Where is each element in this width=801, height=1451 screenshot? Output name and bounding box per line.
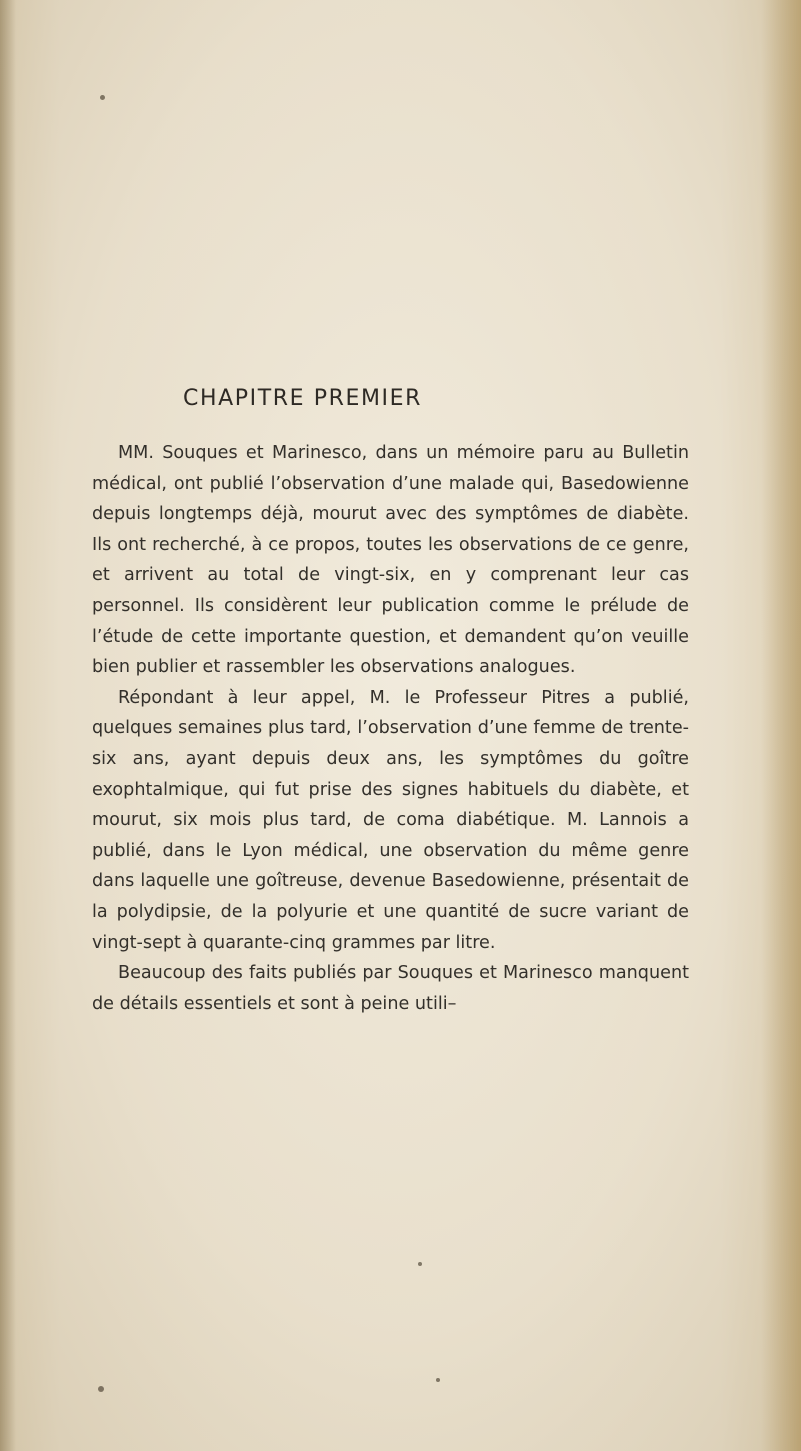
body-text: [92, 438, 689, 1019]
paper-speck: [418, 1262, 422, 1266]
paragraph: Beaucoup des faits publiés par Souques et Marinesco manquent de détails essentiels et sont à peine utili–: [92, 963, 689, 1014]
page-right-edge: [761, 0, 801, 1451]
paragraph: MM. Souques et Marinesco, dans un mémoire paru au Bulletin médical, ont publié l’observation d’une malade qui, Basedowienne depuis longtemps déjà, mourut avec des symptômes de diabète. Ils ont recherché, à ce propos, toutes les observations de ce genre, et arrivent au total de vingt-six, en y comprenant leur cas personnel. Ils considèrent leur publication comme le prélude de l’étude de cette importante question, et demandent qu’on veuille bien publier et rassembler les observations analogues.: [92, 443, 689, 678]
paragraph: Répondant à leur appel, M. le Professeur Pitres a publié, quelques semaines plus tard, l’observation d’une femme de trente-six ans, ayant depuis deux ans, les symptômes du goître exophtalmique, qui fut prise des signes habituels du diabète, et mourut, six mois plus tard, de coma diabétique. M. Lannois a publié, dans le Lyon médical, une observation du même genre dans laquelle une goîtreuse, devenue Basedowienne, présentait de la polydipsie, de la polyurie et une quantité de sucre variant de vingt-sept à quarante-cinq grammes par litre.: [92, 687, 689, 953]
paper-speck: [436, 1378, 440, 1382]
paper-speck: [98, 1386, 104, 1392]
chapter-title: CHAPITRE PREMIER: [183, 386, 423, 411]
page-left-edge: [0, 0, 16, 1451]
paper-speck: [100, 95, 105, 100]
